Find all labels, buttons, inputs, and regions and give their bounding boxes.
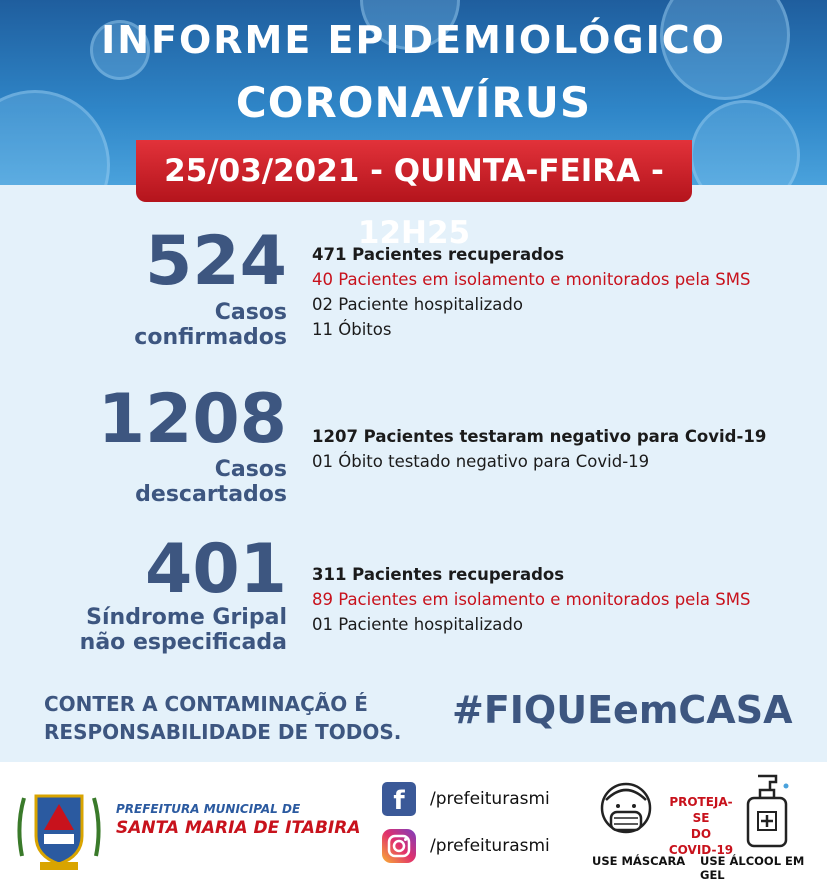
confirmed-label-2: confirmados: [134, 325, 287, 350]
discarded-count: 1208: [97, 380, 287, 459]
footer: [0, 762, 827, 882]
detail-line: 1207 Pacientes testaram negativo para Covid-19: [312, 427, 767, 446]
slogan: [44, 690, 401, 746]
page-subtitle: CORONAVÍRUS: [235, 78, 592, 127]
detail-line: 89 Pacientes em isolamento e monitorados pela SMS: [312, 590, 751, 609]
slogan-line: RESPONSABILIDADE DE TODOS.: [44, 720, 402, 744]
instagram-handle: /prefeiturasmi: [430, 836, 550, 856]
mask-icon: [596, 778, 656, 848]
gel-icon: [740, 772, 794, 850]
gel-caption: USE ÁLCOOL EM GEL: [700, 854, 805, 882]
slogan-line: CONTER A CONTAMINAÇÃO É: [44, 692, 368, 716]
discarded-details: [312, 424, 766, 474]
prefecture-line-2: SANTA MARIA DE ITABIRA: [116, 818, 361, 838]
instagram-icon: [382, 829, 416, 863]
detail-line: 01 Paciente hospitalizado: [312, 615, 523, 634]
detail-line: 02 Paciente hospitalizado: [312, 295, 523, 314]
protect-text: [666, 794, 736, 858]
crest-icon: [14, 786, 104, 872]
confirmed-details: [312, 242, 750, 342]
protect-line: PROTEJA-SE: [669, 795, 733, 825]
page-title: INFORME EPIDEMIOLÓGICO: [101, 18, 726, 62]
detail-line: 311 Pacientes recuperados: [312, 565, 565, 584]
flu-label-2: não especificada: [79, 630, 287, 655]
facebook-link[interactable]: [382, 782, 550, 816]
flu-label-1: Síndrome Gripal: [86, 605, 287, 630]
discarded-label-1: Casos: [214, 457, 287, 482]
protect-line: DO COVID-19: [668, 827, 734, 857]
detail-line: 11 Óbitos: [312, 320, 392, 339]
instagram-link[interactable]: [382, 829, 550, 863]
facebook-handle: /prefeiturasmi: [430, 789, 550, 809]
hashtag: #FIQUEemCASA: [452, 688, 793, 732]
detail-line: 471 Pacientes recuperados: [312, 245, 565, 264]
confirmed-count: 524: [145, 222, 287, 301]
date-banner: 25/03/2021 - QUINTA-FEIRA - 12H25: [136, 140, 692, 202]
flu-details: [312, 562, 750, 637]
discarded-label-2: descartados: [135, 482, 287, 507]
prefecture-line-1: PREFEITURA MUNICIPAL DE: [116, 802, 301, 816]
confirmed-label-1: Casos: [214, 300, 287, 325]
detail-line: 01 Óbito testado negativo para Covid-19: [312, 452, 650, 471]
detail-line: 40 Pacientes em isolamento e monitorados pela SMS: [312, 270, 751, 289]
facebook-icon: f: [382, 782, 416, 816]
mask-caption: USE MÁSCARA: [592, 854, 686, 868]
flu-count: 401: [145, 530, 287, 609]
